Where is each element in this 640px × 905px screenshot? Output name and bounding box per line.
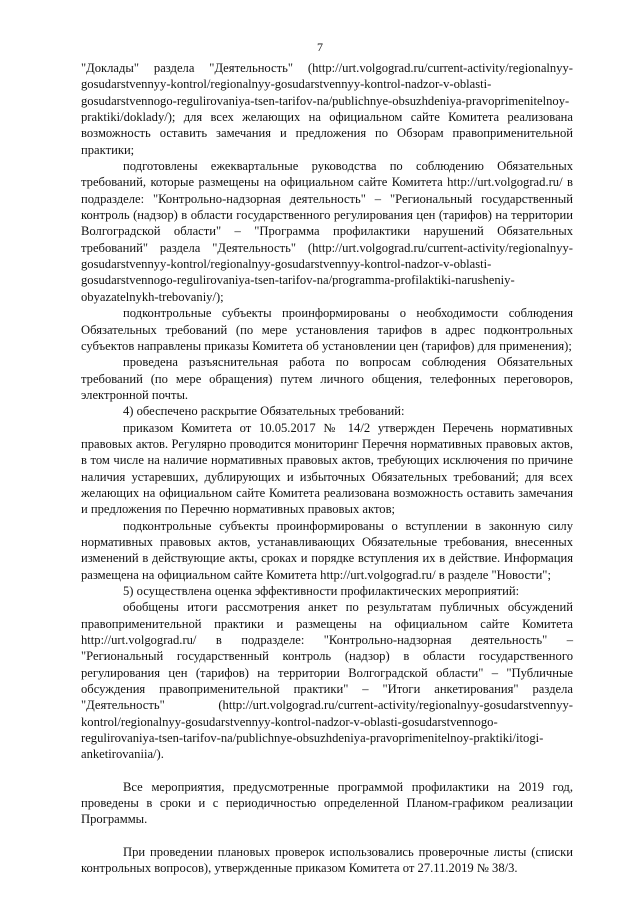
paragraph-entry-into-force: подконтрольные субъекты проинформированы о вступлении в законную силу нормативных правовых актов, устанавливающих Обязательные требования, внесенных изменений в действующие акты, сроках и порядке вступления их в действие. Информация размещена на официальном сайте Комитета http://urt.volgograd.ru/ в разделе "Новости"; bbox=[81, 518, 573, 582]
paragraph-survey-results: обобщены итоги рассмотрения анкет по результатам публичных обсуждений правоприменительной практики и размещены на официальном сайте Комитета http://urt.volgograd.ru/ в подразделе: "Контрольно-надзорная деятельность" – "Региональный государственный контроль (надзор) в области государственного регулирования цен (тарифов) на территории Волгоградской области" – "Публичные обсуждения правоприменительной практики" – "Итоги анкетирования" раздела "Деятельность" (http://urt.volgograd.ru/current-activity/regionalnyy-gosudarstvennyy-kontrol/regionalnyy-gosudarstvennyy-kontrol-nadzor-v-oblasti-gosudarstvennogo-regulirovaniya-tsen-tarifov-na/publichnye-obsuzhdeniya-pravoprimenitelnoy-praktiki/itogi-anketirovaniia/). bbox=[81, 600, 573, 762]
paragraph-checklists: При проведении плановых проверок использовались проверочные листы (списки контрольных вопросов), утвержденные приказом Комитета от 27.11.2019 № 38/3. bbox=[81, 844, 573, 876]
paragraph-explanatory-work: проведена разъяснительная работа по вопросам соблюдения Обязательных требований (по мере обращения) путем личного общения, телефонных переговоров, электронной почты. bbox=[81, 355, 573, 402]
paragraph-order-list-of-acts: приказом Комитета от 10.05.2017 № 14/2 утвержден Перечень нормативных правовых актов. Регулярно проводится мониторинг Перечня нормативных правовых актов, в том числе на наличие нормативных правовых актов, требующих исключения по причине наличия устаревших, дублирующих и избыточных Обязательных требований; для всех желающих на официальном сайте Комитета реализована возможность оставить замечания и предложения по Перечню нормативных правовых актов; bbox=[81, 420, 573, 517]
paragraph-all-measures: Все мероприятия, предусмотренные программой профилактики на 2019 год, проведены в сроки и с периодичностью определенной Планом-графиком реализации Программы. bbox=[81, 779, 573, 827]
paragraph-subjects-informed: подконтрольные субъекты проинформированы о необходимости соблюдения Обязательных требований (по мере установления тарифов в адрес подконтрольных субъектов направлены приказы Комитета об установлении цен (тарифов) для применения); bbox=[81, 306, 573, 353]
document-body bbox=[81, 60, 573, 877]
paragraph-item-5-heading: 5) осуществлена оценка эффективности профилактических мероприятий: bbox=[123, 584, 520, 598]
paragraph-quarterly-guides: подготовлены ежеквартальные руководства по соблюдению Обязательных требований, которые размещены на официальном сайте Комитета http://urt.volgograd.ru/ в подразделе: "Контрольно-надзорная деятельность" – "Региональный государственный контроль (надзор) в области государственного регулирования цен (тарифов) на территории Волгоградской области" – "Программа профилактики нарушений Обязательных требований" раздела "Деятельность" (http://urt.volgograd.ru/current-activity/regionalnyy-gosudarstvennyy-kontrol/regionalnyy-gosudarstvennyy-kontrol-nadzor-v-oblasti-gosudarstvennogo-regulirovaniya-tsen-tarifov-na/programma-profilaktiki-narusheniy-obyazatelnykh-trebovaniy/); bbox=[81, 159, 573, 304]
paragraph-reviews-links: "Доклады" раздела "Деятельность" (http://urt.volgograd.ru/current-activity/regionalnyy-gosudarstvennyy-kontrol/regionalnyy-gosudarstvennyy-kontrol-nadzor-v-oblasti-gosudarstvennogo-regulirovaniya-tsen-tarifov-na/publichnye-obsuzhdeniya-pravoprimenitelnoy-praktiki/doklady/); для всех желающих на официальном сайте Комитета реализована возможность оставить замечания и предложения по Обзорам правоприменительной практики; bbox=[81, 61, 573, 157]
page-number: 7 bbox=[317, 40, 323, 54]
paragraph-item-4-heading: 4) обеспечено раскрытие Обязательных требований: bbox=[123, 404, 405, 419]
